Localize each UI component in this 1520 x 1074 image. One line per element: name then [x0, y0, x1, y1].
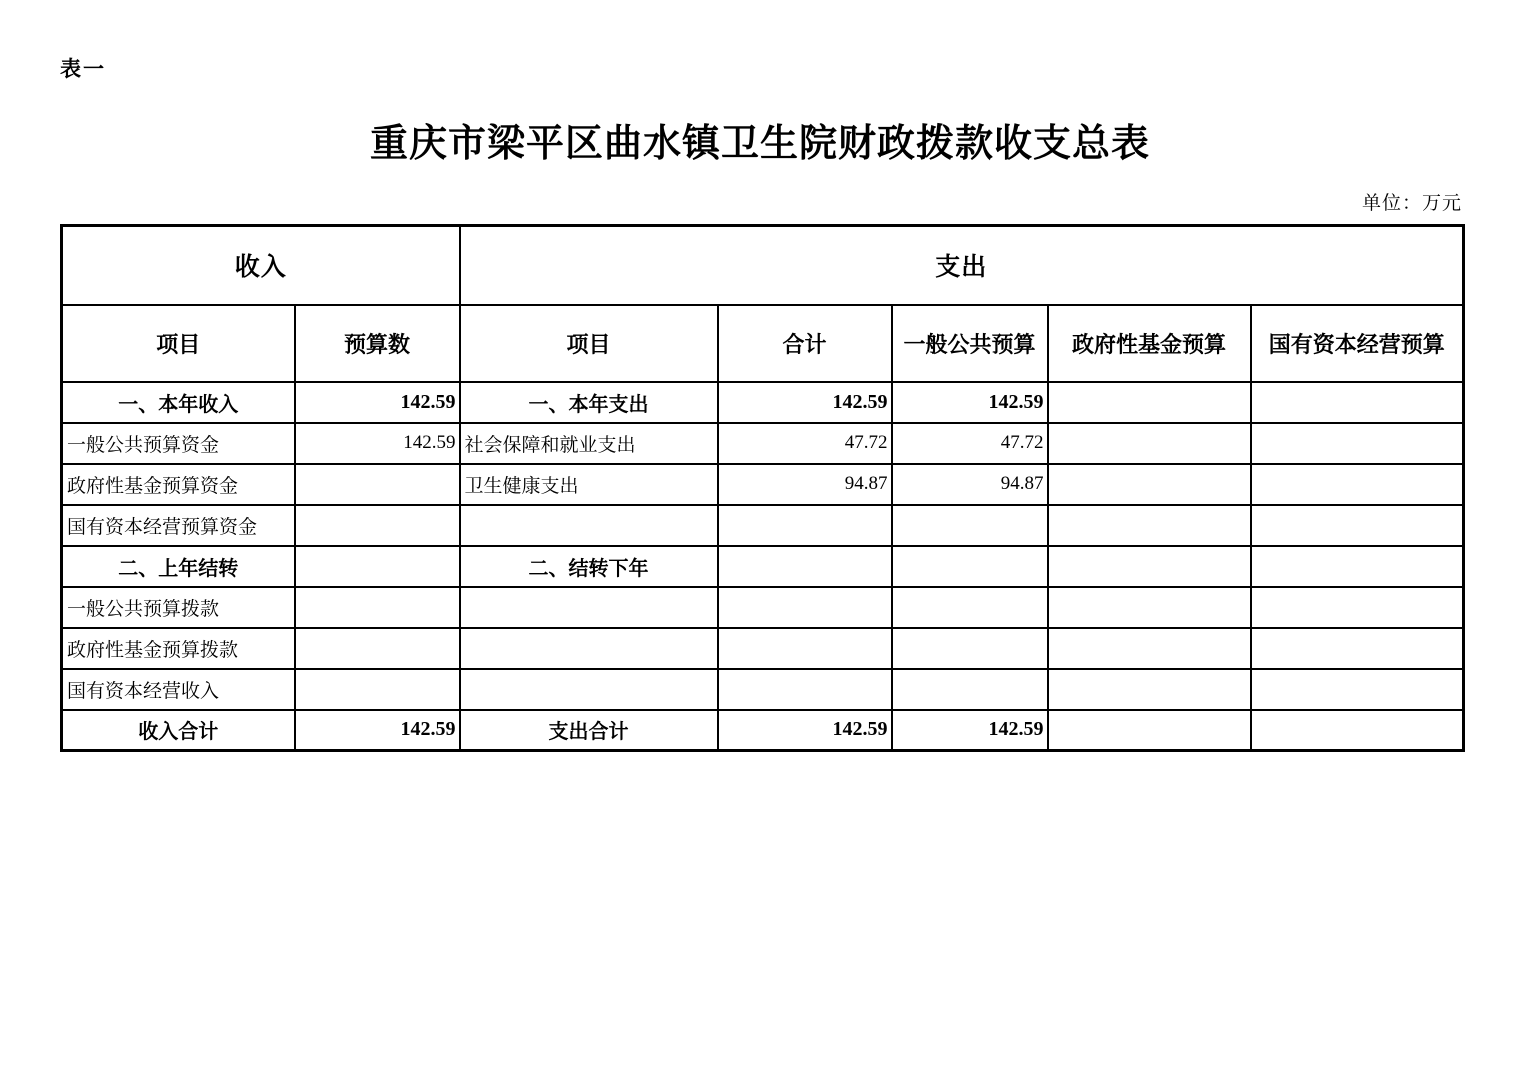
cell-income-item: 二、上年结转 — [62, 546, 295, 587]
table-number-label: 表一 — [60, 57, 106, 81]
cell-general-public-budget — [892, 505, 1048, 546]
cell-general-public-budget — [892, 546, 1048, 587]
cell-expense-item: 卫生健康支出 — [460, 464, 718, 505]
cell-general-public-budget: 142.59 — [892, 382, 1048, 423]
table-row — [62, 464, 1464, 505]
cell-income-item: 政府性基金预算拨款 — [62, 628, 295, 669]
table-row — [62, 669, 1464, 710]
cell-expense-total — [718, 669, 892, 710]
cell-income-budget: 142.59 — [295, 423, 460, 464]
cell-expense-item: 社会保障和就业支出 — [460, 423, 718, 464]
cell-income-item: 国有资本经营预算资金 — [62, 505, 295, 546]
cell-general-public-budget: 94.87 — [892, 464, 1048, 505]
unit-note: 单位：万元 — [1361, 193, 1462, 214]
cell-expense-item: 二、结转下年 — [460, 546, 718, 587]
cell-state-capital-budget — [1251, 505, 1464, 546]
cell-income-item: 一、本年收入 — [62, 382, 295, 423]
cell-expense-item — [460, 669, 718, 710]
cell-govt-fund-budget — [1048, 587, 1251, 628]
cell-govt-fund-budget — [1048, 505, 1251, 546]
cell-general-public-budget: 142.59 — [892, 710, 1048, 751]
column-header-total: 合计 — [718, 305, 892, 382]
cell-expense-item — [460, 505, 718, 546]
cell-expense-total — [718, 587, 892, 628]
table-row — [62, 628, 1464, 669]
cell-income-budget — [295, 505, 460, 546]
table-row — [62, 505, 1464, 546]
cell-income-budget — [295, 587, 460, 628]
cell-income-item: 一般公共预算资金 — [62, 423, 295, 464]
cell-expense-total — [718, 505, 892, 546]
column-header-general-public-budget: 一般公共预算 — [892, 305, 1048, 382]
cell-expense-item: 一、本年支出 — [460, 382, 718, 423]
cell-govt-fund-budget — [1048, 546, 1251, 587]
cell-expense-total: 142.59 — [718, 710, 892, 751]
cell-govt-fund-budget — [1048, 464, 1251, 505]
cell-govt-fund-budget — [1048, 710, 1251, 751]
column-header-expense-item: 项目 — [460, 305, 718, 382]
cell-income-item: 政府性基金预算资金 — [62, 464, 295, 505]
cell-state-capital-budget — [1251, 464, 1464, 505]
column-header-state-capital-budget: 国有资本经营预算 — [1251, 305, 1464, 382]
cell-expense-total — [718, 546, 892, 587]
cell-expense-item — [460, 587, 718, 628]
cell-expense-item: 支出合计 — [460, 710, 718, 751]
cell-expense-item — [460, 628, 718, 669]
cell-income-budget: 142.59 — [295, 710, 460, 751]
cell-expense-total — [718, 628, 892, 669]
column-header-income-item: 项目 — [62, 305, 295, 382]
cell-general-public-budget — [892, 587, 1048, 628]
budget-summary-table — [60, 224, 1465, 752]
cell-govt-fund-budget — [1048, 669, 1251, 710]
cell-general-public-budget — [892, 669, 1048, 710]
expenditure-group-header: 支出 — [460, 226, 1464, 305]
cell-state-capital-budget — [1251, 669, 1464, 710]
cell-expense-total: 142.59 — [718, 382, 892, 423]
column-header-income-budget: 预算数 — [295, 305, 460, 382]
page-title: 重庆市梁平区曲水镇卫生院财政拨款收支总表 — [369, 123, 1150, 165]
cell-govt-fund-budget — [1048, 628, 1251, 669]
cell-state-capital-budget — [1251, 423, 1464, 464]
cell-general-public-budget — [892, 628, 1048, 669]
table-row — [62, 423, 1464, 464]
cell-income-budget — [295, 669, 460, 710]
cell-expense-total: 47.72 — [718, 423, 892, 464]
group-header-row — [62, 226, 1464, 305]
cell-income-budget — [295, 628, 460, 669]
table-row — [62, 710, 1464, 751]
cell-general-public-budget: 47.72 — [892, 423, 1048, 464]
cell-income-item: 收入合计 — [62, 710, 295, 751]
table-row — [62, 382, 1464, 423]
cell-income-item: 一般公共预算拨款 — [62, 587, 295, 628]
cell-state-capital-budget — [1251, 382, 1464, 423]
table-row — [62, 587, 1464, 628]
cell-state-capital-budget — [1251, 628, 1464, 669]
cell-income-budget — [295, 546, 460, 587]
cell-govt-fund-budget — [1048, 382, 1251, 423]
column-header-row — [62, 305, 1464, 382]
cell-state-capital-budget — [1251, 587, 1464, 628]
cell-expense-total: 94.87 — [718, 464, 892, 505]
cell-income-budget: 142.59 — [295, 382, 460, 423]
cell-income-budget — [295, 464, 460, 505]
cell-state-capital-budget — [1251, 710, 1464, 751]
income-group-header: 收入 — [62, 226, 460, 305]
cell-income-item: 国有资本经营收入 — [62, 669, 295, 710]
column-header-govt-fund-budget: 政府性基金预算 — [1048, 305, 1251, 382]
cell-state-capital-budget — [1251, 546, 1464, 587]
cell-govt-fund-budget — [1048, 423, 1251, 464]
table-row — [62, 546, 1464, 587]
